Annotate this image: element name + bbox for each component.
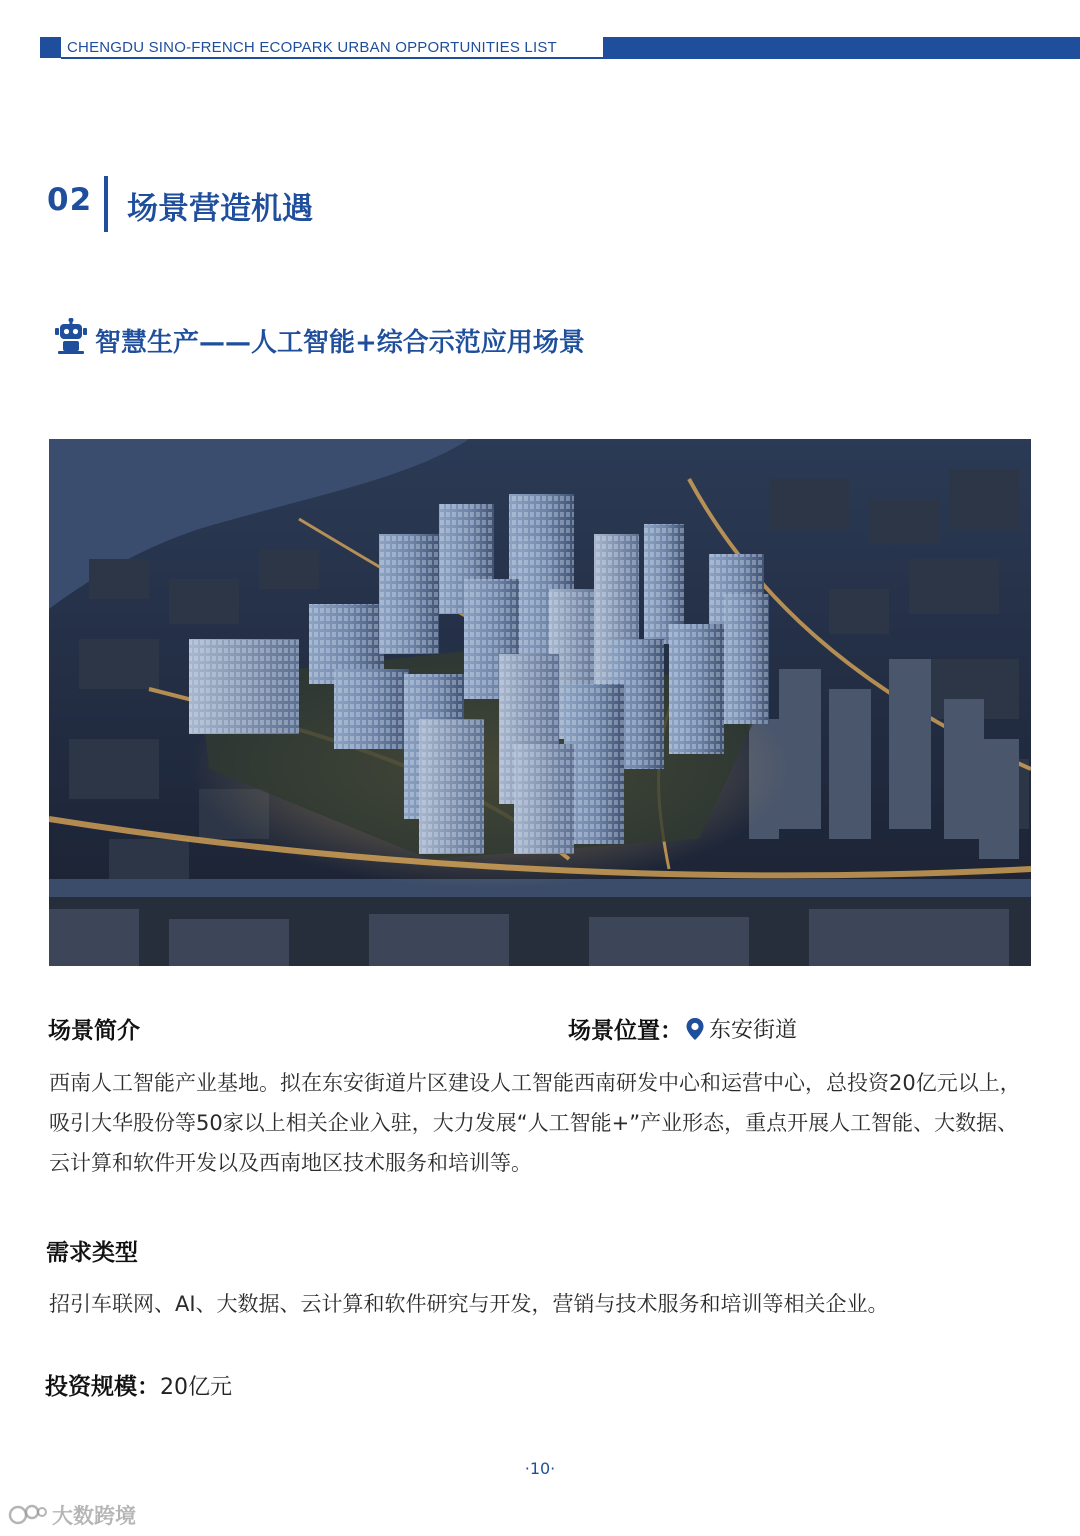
location-pin-icon [685,1017,705,1041]
demand-label: 需求类型 [46,1240,138,1266]
location-label: 场景位置： [568,1018,683,1044]
header-title: CHENGDU SINO-FRENCH ECOPARK URBAN OPPORTUNITIES LIST [67,39,557,56]
aerial-night-rendering-image [49,439,1031,966]
investment-value: 20亿元 [160,1375,232,1400]
header-bar [603,37,1080,59]
watermark-text: 大数跨境 [52,1504,136,1528]
robot-icon [54,318,88,354]
header-square [40,37,61,58]
section-number: 02 [47,182,93,218]
header-underline [61,57,603,59]
page-number: ·10· [524,1459,556,1478]
watermark [8,1500,136,1530]
intro-body: 西南人工智能产业基地。拟在东安街道片区建设人工智能西南研发中心和运营中心，总投资20亿元以上，吸引大华股份等50家以上相关企业入驻，大力发展“人工智能+”产业形态，重点开展人工智能、大数据、云计算和软件开发以及西南地区技术服务和培训等。 [49,1071,1021,1175]
section-divider [104,176,108,232]
watermark-logo-icon [8,1503,48,1527]
location-row [568,1012,797,1045]
subsection-title: 智慧生产——人工智能+综合示范应用场景 [95,328,585,358]
investment-label: 投资规模： [45,1374,160,1400]
investment-row [45,1368,232,1401]
intro-label: 场景简介 [48,1018,140,1044]
section-title: 场景营造机遇 [127,191,313,227]
demand-body: 招引车联网、AI、大数据、云计算和软件研究与开发，营销与技术服务和培训等相关企业。 [49,1292,889,1316]
location-value: 东安街道 [709,1018,798,1043]
